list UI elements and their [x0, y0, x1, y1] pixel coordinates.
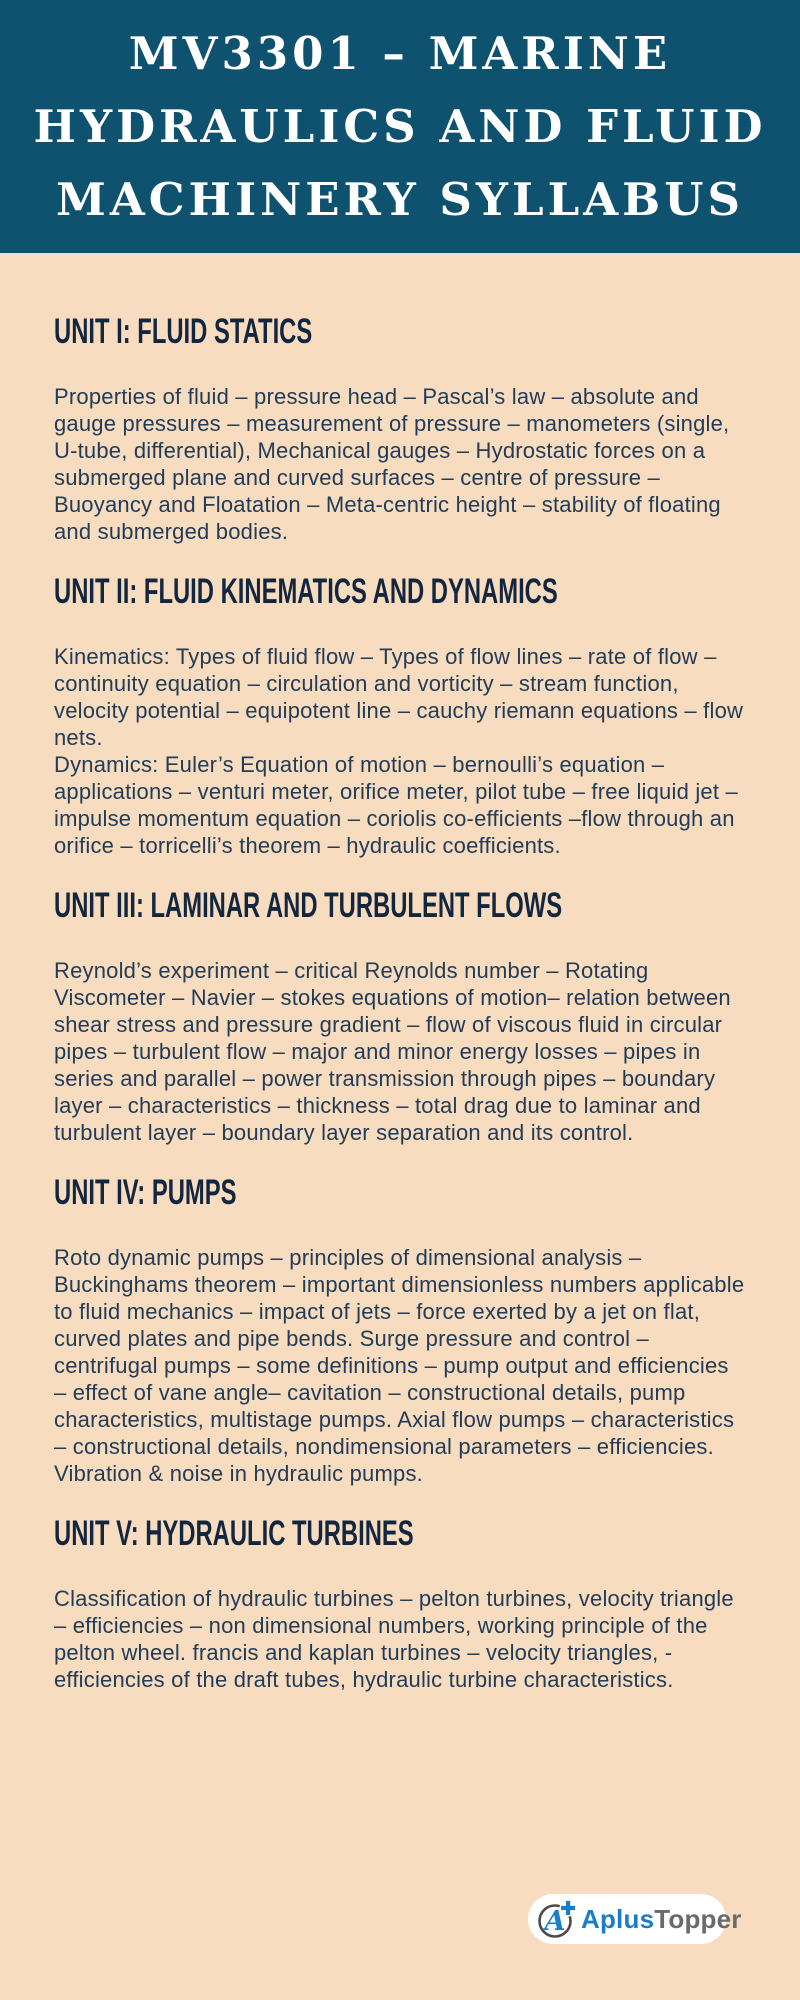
logo-wordmark	[581, 1904, 742, 1935]
title-line-3: MACHINERY SYLLABUS	[56, 173, 744, 226]
aplus-circle-icon	[535, 1897, 579, 1941]
unit-5-body: Classification of hydraulic turbines – pelton turbines, velocity triangle – efficiencies – non dimensional numbers, working principle of the pelton wheel. francis and kaplan turbines – velocity triangles, - efficiencies of the draft tubes, hydraulic turbine characteristics.	[54, 1586, 734, 1692]
unit-section-4	[54, 1174, 746, 1487]
logo-text-topper: Topper	[654, 1903, 742, 1934]
unit-2-body-kinematics: Kinematics: Types of fluid flow – Types of flow lines – rate of flow – continuity equation – circulation and vorticity – stream function, velocity potential – equipotent line – cauchy riemann equations – flow nets.	[54, 644, 744, 750]
unit-4-heading: UNIT IV: PUMPS	[54, 1173, 237, 1212]
unit-section-3	[54, 887, 746, 1146]
logo-text-aplus: Aplus	[581, 1903, 655, 1934]
unit-5-heading: UNIT V: HYDRAULIC TURBINES	[54, 1514, 414, 1553]
header-banner	[0, 0, 800, 253]
page-title	[33, 17, 766, 236]
aplustopper-logo	[528, 1894, 742, 1944]
unit-3-heading: UNIT III: LAMINAR AND TURBULENT FLOWS	[54, 886, 563, 925]
syllabus-content	[0, 253, 800, 1693]
unit-section-1	[54, 313, 746, 545]
unit-2-heading: UNIT II: FLUID KINEMATICS AND DYNAMICS	[54, 572, 558, 611]
unit-1-body: Properties of fluid – pressure head – Pascal’s law – absolute and gauge pressures – measurement of pressure – manometers (single, U-tube, differential), Mechanical gauges – Hydrostatic forces on a submerged plane and curved surfaces – centre of pressure – Buoyancy and Floatation – Meta-centric height – stability of floating and submerged bodies.	[54, 384, 730, 544]
title-line-2: HYDRAULICS AND FLUID	[33, 100, 767, 153]
svg-text:A: A	[544, 1906, 566, 1937]
unit-2-body-dynamics: Dynamics: Euler’s Equation of motion – bernoulli’s equation – applications – venturi meter, orifice meter, pilot tube – free liquid jet – impulse momentum equation – coriolis co-efficients –flow through an orifice – torricelli’s theorem – hydraulic coefficients.	[54, 752, 738, 858]
title-line-1: MV3301 – MARINE	[128, 27, 672, 80]
unit-section-5	[54, 1515, 746, 1693]
unit-4-body: Roto dynamic pumps – principles of dimensional analysis – Buckinghams theorem – important dimensionless numbers applicable to fluid mechanics – impact of jets – force exerted by a jet on flat, curved plates and pipe bends. Surge pressure and control – centrifugal pumps – some definitions – pump output and efficiencies – effect of vane angle– cavitation – constructional details, pump characteristics, multistage pumps. Axial flow pumps – characteristics – constructional details, nondimensional parameters – efficiencies. Vibration & noise in hydraulic pumps.	[54, 1245, 745, 1486]
unit-section-2	[54, 573, 746, 859]
unit-1-heading: UNIT I: FLUID STATICS	[54, 312, 313, 351]
unit-3-body: Reynold’s experiment – critical Reynolds number – Rotating Viscometer – Navier – stokes equations of motion– relation between shear stress and pressure gradient – flow of viscous fluid in circular pipes – turbulent flow – major and minor energy losses – pipes in series and parallel – power transmission through pipes – boundary layer – characteristics – thickness – total drag due to laminar and turbulent layer – boundary layer separation and its control.	[54, 958, 731, 1145]
